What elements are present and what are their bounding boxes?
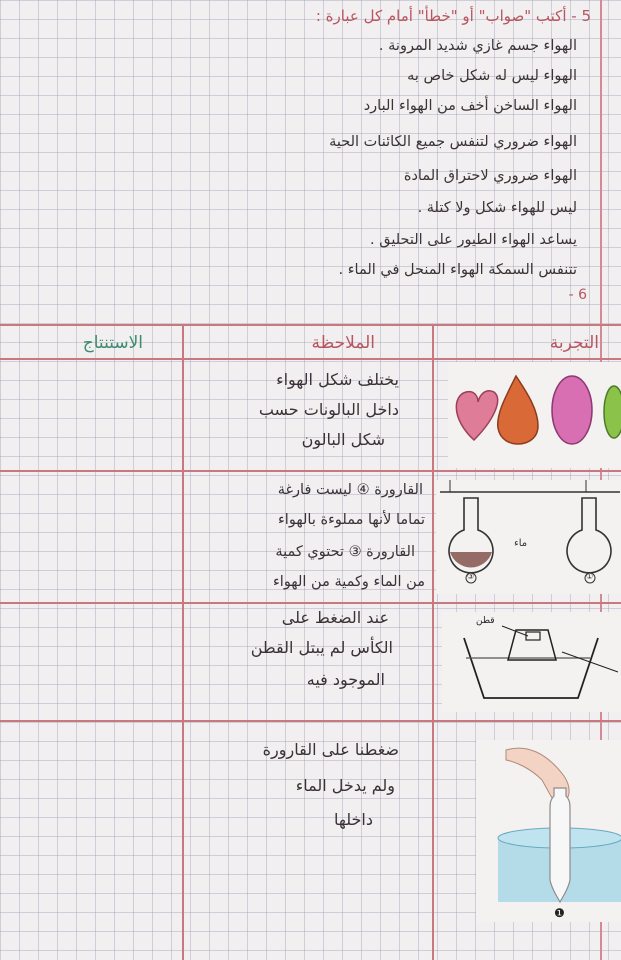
cotton-icon: [526, 632, 540, 640]
bottle-figure: [476, 740, 621, 922]
observation-line: داخل البالونات حسب: [258, 400, 399, 419]
observation-line: القارورة ④ ليست فارغة: [277, 482, 423, 498]
header-observation: الملاحظة: [311, 333, 375, 353]
inverted-cup-icon: [508, 630, 556, 660]
observation-line: شكل البالون: [301, 430, 385, 449]
bottle-icon: [550, 788, 570, 902]
water-basin-icon: [464, 638, 598, 698]
observation-line: الكأس لم يبتل القطن: [250, 638, 393, 657]
statement-line: الهواء ضروري لتنفس جميع الكائنات الحية: [329, 134, 577, 150]
observation-line: عند الضغط على: [281, 608, 389, 627]
observation-line: ضغطنا على القارورة: [262, 740, 399, 759]
statement-line: ليس للهواء شكل ولا كتلة .: [417, 200, 577, 216]
header-conclusion: الاستنتاج: [82, 333, 143, 353]
observation-line: ولم يدخل الماء: [295, 776, 395, 795]
heart-balloon-icon: [456, 391, 497, 440]
statement-line: الهواء ليس له شكل خاص به: [407, 68, 577, 84]
observation-line: الموجود فيه: [306, 670, 385, 689]
cotton-cup-figure: [442, 612, 621, 712]
question-6-label: 6 -: [568, 287, 587, 303]
statement-line: يساعد الهواء الطيور على التحليق .: [370, 232, 577, 248]
flask-left-number: ③: [467, 572, 475, 581]
observation-line: تماما لأنها مملوءة بالهواء: [277, 512, 425, 528]
observation-line: من الماء وكمية من الهواء: [272, 574, 425, 590]
header-experiment: التجربة: [549, 333, 599, 353]
oval-balloon-icon: [552, 376, 592, 444]
observation-line: يختلف شكل الهواء: [276, 370, 399, 389]
cotton-label: قطن: [476, 616, 495, 626]
bottle-number: ❶: [554, 906, 565, 920]
statement-line: الهواء جسم غازي شديد المرونة .: [378, 38, 577, 54]
statement-line: تتنفس السمكة الهواء المنحل في الماء .: [338, 262, 577, 278]
observation-line: داخلها: [333, 810, 373, 829]
statement-line: الهواء الساخن أخف من الهواء البارد: [363, 98, 577, 114]
statement-line: الهواء ضروري لاحتراق المادة: [403, 168, 577, 184]
question-5-title: 5 - أكتب "صواب" أو "خطأ" أمام كل عبارة :: [315, 7, 591, 25]
flasks-figure: [436, 480, 621, 594]
partial-balloon-icon: [604, 386, 621, 438]
flask-with-water-icon: [449, 498, 493, 583]
flask-right-number: ①: [586, 572, 594, 581]
flask-water-label: ماء: [514, 538, 528, 549]
empty-flask-icon: [567, 498, 611, 583]
balloons-figure: [448, 362, 621, 468]
teardrop-balloon-icon: [498, 376, 538, 444]
observation-line: القارورة ③ تحتوي كمية: [275, 544, 415, 560]
